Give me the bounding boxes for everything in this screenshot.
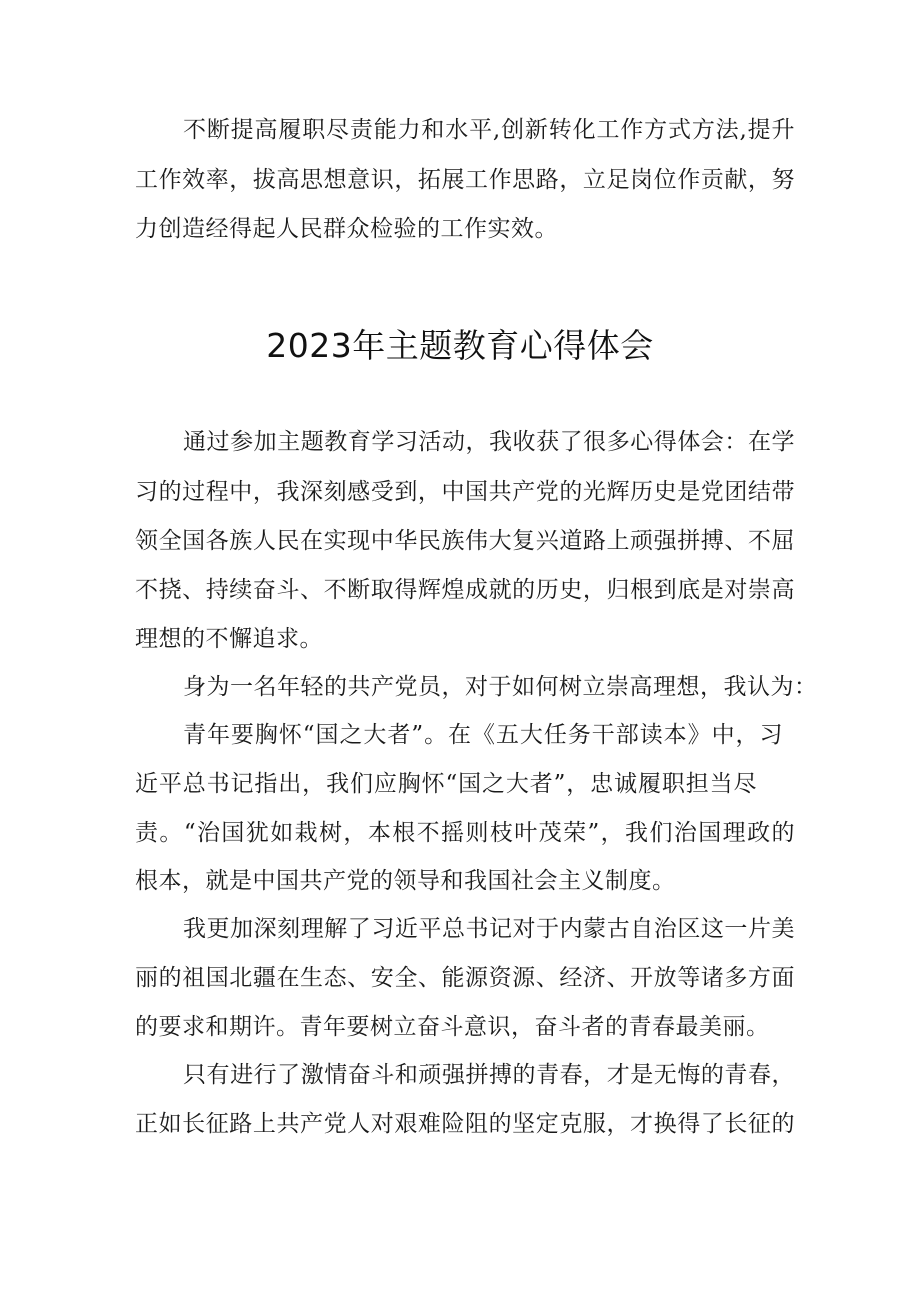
paragraph-line: 根本，就是中国共产党的领导和我国社会主义制度。 <box>135 868 676 894</box>
paragraph-line: 身为一名年轻的共产党员，对于如何树立崇高理想，我认为： <box>183 674 818 700</box>
paragraph-line: 我更加深刻理解了习近平总书记对于内蒙古自治区这一片美 <box>183 916 795 942</box>
paragraph-line: 工作效率，拔高思想意识，拓展工作思路，立足岗位作贡献，努 <box>135 167 795 193</box>
paragraph-line: 不挠、持续奋斗、不断取得辉煌成就的历史，归根到底是对崇高 <box>135 577 795 603</box>
paragraph-line: 责。“治国犹如栽树，本根不摇则枝叶茂荣”，我们治国理政的 <box>135 820 795 846</box>
paragraph-line: 正如长征路上共产党人对艰难险阻的坚定克服，才换得了长征的 <box>135 1111 795 1137</box>
page-title: 2023年主题教育心得体会 <box>266 326 654 365</box>
paragraph-line: 不断提高履职尽责能力和水平,创新转化工作方式方法,提升 <box>183 117 795 143</box>
paragraph-line: 的要求和期许。青年要树立奋斗意识，奋斗者的青春最美丽。 <box>135 1014 770 1040</box>
paragraph-line: 丽的祖国北疆在生态、安全、能源资源、经济、开放等诸多方面 <box>135 965 795 991</box>
paragraph-line: 习的过程中，我深刻感受到，中国共产党的光辉历史是党团结带 <box>135 479 795 505</box>
paragraph-line: 只有进行了激情奋斗和顽强拼搏的青春，才是无悔的青春， <box>183 1062 795 1088</box>
paragraph-line: 理想的不懈追求。 <box>135 626 323 652</box>
paragraph-line: 通过参加主题教育学习活动，我收获了很多心得体会：在学 <box>183 429 795 455</box>
paragraph-line: 近平总书记指出，我们应胸怀“国之大者”，忠诚履职担当尽 <box>135 771 757 797</box>
paragraph-line: 领全国各族人民在实现中华民族伟大复兴道路上顽强拼搏、不屈 <box>135 528 795 554</box>
paragraph-line: 力创造经得起人民群众检验的工作实效。 <box>135 216 558 242</box>
paragraph-line: 青年要胸怀“国之大者”。在《五大任务干部读本》中，习 <box>183 722 783 748</box>
